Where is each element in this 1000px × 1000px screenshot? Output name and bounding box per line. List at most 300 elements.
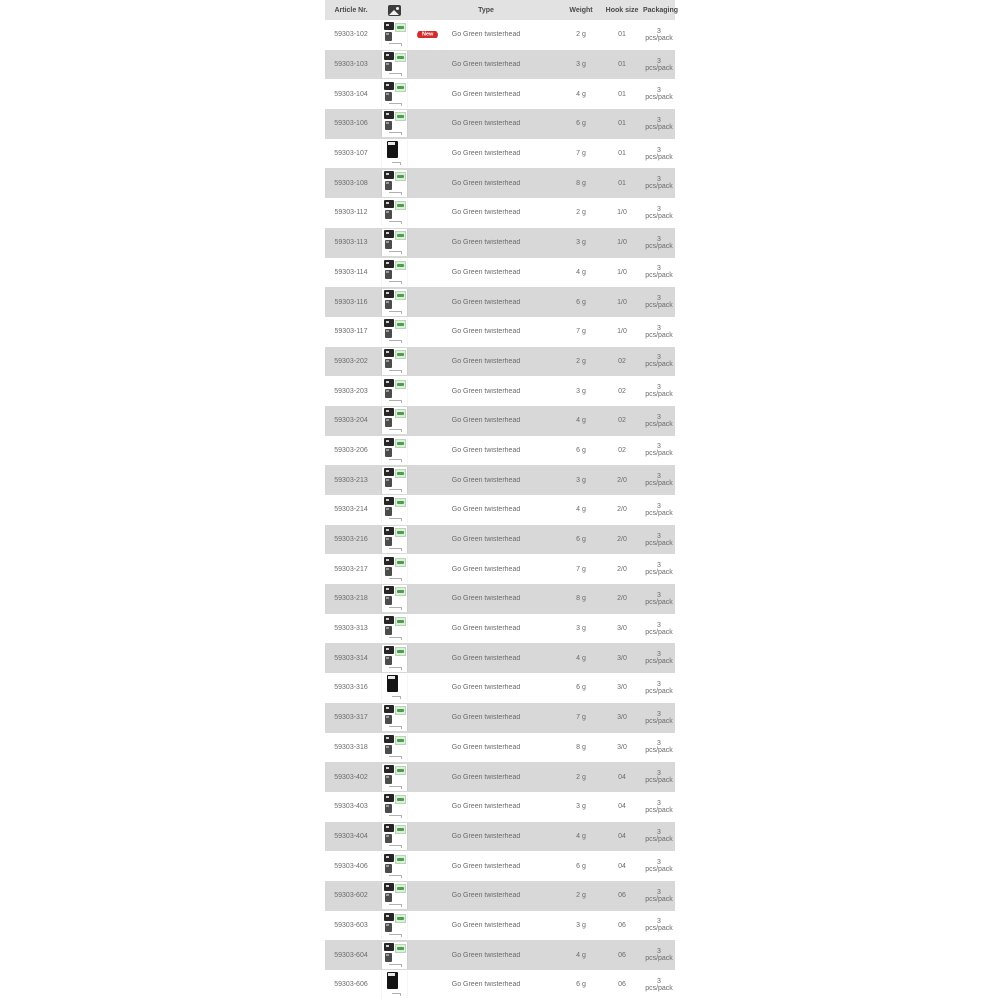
green-lure-graphic <box>395 884 406 893</box>
type-label: Go Green twisterhead <box>451 61 521 69</box>
article-nr-cell: 59303-114 <box>334 268 368 276</box>
product-image-cell <box>377 51 411 78</box>
product-thumbnail[interactable] <box>382 704 407 731</box>
jig-head-graphic <box>385 775 392 784</box>
weight-cell: 4 g <box>576 832 586 840</box>
green-lure-graphic <box>395 617 406 626</box>
article-nr-cell: 59303-214 <box>334 506 368 514</box>
product-thumbnail[interactable] <box>382 882 407 909</box>
type-cell <box>411 506 561 513</box>
weight-cell: 2 g <box>576 357 586 365</box>
green-lure-graphic <box>395 201 406 210</box>
type-cell <box>411 625 561 632</box>
blister-pack-graphic <box>384 705 394 713</box>
type-cell <box>411 209 561 216</box>
weight-cell: 4 g <box>576 506 586 514</box>
hook-line-graphic <box>389 400 402 401</box>
green-lure-graphic <box>395 439 406 448</box>
packaging-cell: 3 pcs/pack <box>645 57 673 72</box>
product-thumbnail[interactable] <box>382 674 407 701</box>
product-thumbnail[interactable] <box>382 734 407 761</box>
article-nr-cell: 59303-108 <box>334 179 368 187</box>
green-lure-graphic <box>395 409 406 418</box>
blister-pack-graphic <box>384 230 394 238</box>
product-thumbnail[interactable] <box>382 81 407 108</box>
jig-head-graphic <box>385 389 392 398</box>
packaging-cell: 3 pcs/pack <box>645 829 673 844</box>
type-cell <box>411 477 561 484</box>
type-cell <box>411 952 561 959</box>
article-nr-cell: 59303-112 <box>334 209 368 217</box>
weight-cell: 8 g <box>576 595 586 603</box>
product-image-cell <box>377 348 411 375</box>
blister-pack-graphic <box>384 913 394 921</box>
hook-line-graphic <box>389 459 402 460</box>
type-label: Go Green twisterhead <box>451 476 521 484</box>
green-lure-graphic <box>395 112 406 121</box>
type-cell <box>411 358 561 365</box>
hook-line-graphic <box>389 964 402 965</box>
jig-head-graphic <box>385 210 392 219</box>
weight-cell: 6 g <box>576 862 586 870</box>
product-image-cell <box>377 229 411 256</box>
packaging-cell: 3 pcs/pack <box>645 265 673 280</box>
hook-line-graphic <box>389 43 402 44</box>
hook-size-cell: 01 <box>618 150 626 158</box>
product-thumbnail[interactable] <box>382 823 407 850</box>
hook-line-graphic <box>389 875 402 876</box>
type-cell <box>411 328 561 335</box>
green-lure-graphic <box>395 736 406 745</box>
type-label: Go Green twisterhead <box>451 90 521 98</box>
blister-pack-graphic <box>384 765 394 773</box>
article-nr-cell: 59303-316 <box>334 684 368 692</box>
green-lure-graphic <box>395 231 406 240</box>
table-row <box>325 258 675 288</box>
type-cell <box>411 744 561 751</box>
table-header-row <box>325 0 679 20</box>
type-label: Go Green twisterhead <box>451 328 521 336</box>
article-nr-cell: 59303-113 <box>334 239 368 247</box>
jig-head-graphic <box>385 596 392 605</box>
green-lure-graphic <box>395 558 406 567</box>
weight-cell: 7 g <box>576 328 586 336</box>
product-thumbnail[interactable] <box>382 289 407 316</box>
weight-cell: 3 g <box>576 239 586 247</box>
type-label: Go Green twisterhead <box>451 417 521 425</box>
product-image-cell <box>377 615 411 642</box>
blister-pack-graphic <box>384 349 394 357</box>
weight-cell: 6 g <box>576 446 586 454</box>
jig-head-graphic <box>385 418 392 427</box>
hook-size-cell: 06 <box>618 981 626 989</box>
type-label: Go Green twisterhead <box>451 951 521 959</box>
header-weight: Weight <box>569 6 593 14</box>
type-label: Go Green twisterhead <box>451 565 521 573</box>
type-label: Go Green twisterhead <box>451 298 521 306</box>
article-nr-cell: 59303-107 <box>334 150 368 158</box>
table-row <box>325 554 675 584</box>
hook-size-cell: 02 <box>618 357 626 365</box>
table-row <box>325 673 675 703</box>
product-thumbnail[interactable] <box>382 764 407 791</box>
product-thumbnail[interactable] <box>382 51 407 78</box>
product-image-cell <box>377 496 411 523</box>
product-image-cell <box>377 704 411 731</box>
table-row <box>325 703 675 733</box>
product-thumbnail[interactable] <box>382 140 407 167</box>
product-thumbnail[interactable] <box>382 378 407 405</box>
product-thumbnail[interactable] <box>382 556 407 583</box>
weight-cell: 6 g <box>576 536 586 544</box>
packaging-cell: 3 pcs/pack <box>645 710 673 725</box>
table-row <box>325 50 675 80</box>
product-thumbnail[interactable] <box>382 199 407 226</box>
product-thumbnail[interactable] <box>382 585 407 612</box>
hook-line-graphic <box>389 726 402 727</box>
weight-cell: 4 g <box>576 90 586 98</box>
product-thumbnail[interactable] <box>382 348 407 375</box>
hook-size-cell: 06 <box>618 892 626 900</box>
table-row <box>325 465 675 495</box>
product-image-cell <box>377 170 411 197</box>
weight-cell: 4 g <box>576 951 586 959</box>
blister-pack-graphic <box>384 616 394 624</box>
product-image-cell <box>377 467 411 494</box>
type-label: Go Green twisterhead <box>451 31 521 39</box>
packaging-cell: 3 pcs/pack <box>645 324 673 339</box>
product-image-cell <box>377 823 411 850</box>
hook-size-cell: 1/0 <box>617 239 627 247</box>
jig-head-graphic <box>385 923 392 932</box>
product-image-cell <box>377 853 411 880</box>
hook-line-graphic <box>389 311 402 312</box>
jig-head-graphic <box>385 804 392 813</box>
green-lure-graphic <box>395 766 406 775</box>
table-row <box>325 406 675 436</box>
product-thumbnail[interactable] <box>382 259 407 286</box>
weight-cell: 7 g <box>576 150 586 158</box>
weight-cell: 4 g <box>576 654 586 662</box>
article-nr-cell: 59303-404 <box>334 832 368 840</box>
type-label: Go Green twisterhead <box>451 921 521 929</box>
type-cell <box>411 684 561 691</box>
product-thumbnail[interactable] <box>382 496 407 523</box>
type-label: Go Green twisterhead <box>451 684 521 692</box>
green-lure-graphic <box>395 350 406 359</box>
blister-pack-graphic <box>387 675 398 692</box>
blister-pack-graphic <box>384 794 394 802</box>
type-cell <box>411 299 561 306</box>
product-thumbnail[interactable] <box>382 170 407 197</box>
table-row <box>325 20 675 50</box>
article-nr-cell: 59303-104 <box>334 90 368 98</box>
blister-pack-graphic <box>384 171 394 179</box>
product-image-cell <box>377 289 411 316</box>
packaging-cell: 3 pcs/pack <box>645 295 673 310</box>
article-nr-cell: 59303-216 <box>334 536 368 544</box>
product-image-cell <box>377 407 411 434</box>
weight-cell: 6 g <box>576 684 586 692</box>
type-cell <box>411 774 561 781</box>
product-image-cell <box>377 318 411 345</box>
type-cell <box>411 239 561 246</box>
weight-cell: 3 g <box>576 921 586 929</box>
blister-pack-graphic <box>384 52 394 60</box>
packaging-cell: 3 pcs/pack <box>645 562 673 577</box>
hook-size-cell: 02 <box>618 446 626 454</box>
hook-line-graphic <box>389 132 402 133</box>
hook-line-graphic <box>389 845 402 846</box>
packaging-cell: 3 pcs/pack <box>645 948 673 963</box>
product-thumbnail[interactable] <box>382 645 407 672</box>
packaging-cell: 3 pcs/pack <box>645 176 673 191</box>
green-lure-graphic <box>395 172 406 181</box>
jig-head-graphic <box>385 537 392 546</box>
packaging-cell: 3 pcs/pack <box>645 591 673 606</box>
blister-pack-graphic <box>384 82 394 90</box>
packaging-cell: 3 pcs/pack <box>645 888 673 903</box>
table-row <box>325 881 675 911</box>
hook-line-graphic <box>392 993 401 994</box>
jig-head-graphic <box>385 240 392 249</box>
type-cell <box>411 566 561 573</box>
type-label: Go Green twisterhead <box>451 357 521 365</box>
type-label: Go Green twisterhead <box>451 179 521 187</box>
blister-pack-graphic <box>384 379 394 387</box>
type-cell <box>411 120 561 127</box>
product-image-cell <box>377 437 411 464</box>
product-image-cell <box>377 110 411 137</box>
product-thumbnail[interactable] <box>382 467 407 494</box>
type-cell <box>411 922 561 929</box>
blister-pack-graphic <box>384 319 394 327</box>
product-image-cell <box>377 793 411 820</box>
table-row <box>325 495 675 525</box>
type-label: Go Green twisterhead <box>451 981 521 989</box>
article-nr-cell: 59303-318 <box>334 743 368 751</box>
table-row <box>325 851 675 881</box>
table-row <box>325 168 675 198</box>
hook-size-cell: 2/0 <box>617 476 627 484</box>
jig-head-graphic <box>385 864 392 873</box>
article-nr-cell: 59303-313 <box>334 625 368 633</box>
weight-cell: 4 g <box>576 268 586 276</box>
blister-pack-graphic <box>384 260 394 268</box>
hook-line-graphic <box>389 221 402 222</box>
hook-line-graphic <box>389 934 402 935</box>
product-thumbnail[interactable] <box>382 407 407 434</box>
packaging-cell: 3 pcs/pack <box>645 413 673 428</box>
hook-size-cell: 06 <box>618 951 626 959</box>
blister-pack-graphic <box>387 141 398 158</box>
header-article-nr: Article Nr. <box>334 6 368 14</box>
table-row <box>325 792 675 822</box>
type-label: Go Green twisterhead <box>451 506 521 514</box>
jig-head-graphic <box>385 745 392 754</box>
hook-line-graphic <box>389 489 402 490</box>
article-nr-cell: 59303-202 <box>334 357 368 365</box>
type-label: Go Green twisterhead <box>451 595 521 603</box>
type-label: Go Green twisterhead <box>451 387 521 395</box>
product-thumbnail[interactable] <box>382 912 407 939</box>
table-row <box>325 733 675 763</box>
blister-pack-graphic <box>384 200 394 208</box>
type-cell <box>411 833 561 840</box>
hook-size-cell: 02 <box>618 417 626 425</box>
jig-head-graphic <box>385 834 392 843</box>
jig-head-graphic <box>385 270 392 279</box>
packaging-cell: 3 pcs/pack <box>645 621 673 636</box>
article-nr-cell: 59303-606 <box>334 981 368 989</box>
jig-head-graphic <box>385 121 392 130</box>
product-thumbnail[interactable] <box>382 110 407 137</box>
weight-cell: 2 g <box>576 209 586 217</box>
weight-cell: 7 g <box>576 714 586 722</box>
jig-head-graphic <box>385 507 392 516</box>
jig-head-graphic <box>385 478 392 487</box>
product-table <box>325 0 679 1000</box>
hook-size-cell: 2/0 <box>617 565 627 573</box>
hook-line-graphic <box>389 548 402 549</box>
hook-line-graphic <box>392 162 401 163</box>
blister-pack-graphic <box>384 854 394 862</box>
type-cell <box>411 31 561 38</box>
table-body <box>325 20 675 1000</box>
type-cell <box>411 536 561 543</box>
packaging-cell: 3 pcs/pack <box>645 740 673 755</box>
hook-size-cell: 01 <box>618 61 626 69</box>
hook-size-cell: 3/0 <box>617 684 627 692</box>
jig-head-graphic <box>385 329 392 338</box>
jig-head-graphic <box>385 62 392 71</box>
blister-pack-graphic <box>384 438 394 446</box>
packaging-cell: 3 pcs/pack <box>645 977 673 992</box>
packaging-cell: 3 pcs/pack <box>645 532 673 547</box>
article-nr-cell: 59303-314 <box>334 654 368 662</box>
weight-cell: 3 g <box>576 387 586 395</box>
product-thumbnail[interactable] <box>382 615 407 642</box>
hook-line-graphic <box>389 429 402 430</box>
green-lure-graphic <box>395 380 406 389</box>
table-row <box>325 525 675 555</box>
article-nr-cell: 59303-602 <box>334 892 368 900</box>
hook-line-graphic <box>389 281 402 282</box>
jig-head-graphic <box>385 893 392 902</box>
type-label: Go Green twisterhead <box>451 803 521 811</box>
green-lure-graphic <box>395 23 406 32</box>
blister-pack-graphic <box>384 735 394 743</box>
type-cell <box>411 595 561 602</box>
weight-cell: 2 g <box>576 31 586 39</box>
table-row <box>325 436 675 466</box>
article-nr-cell: 59303-403 <box>334 803 368 811</box>
product-image-cell <box>377 912 411 939</box>
product-thumbnail[interactable] <box>382 793 407 820</box>
table-row <box>325 970 675 1000</box>
blister-pack-graphic <box>384 22 394 30</box>
green-lure-graphic <box>395 914 406 923</box>
hook-line-graphic <box>389 103 402 104</box>
product-thumbnail[interactable] <box>382 229 407 256</box>
product-thumbnail[interactable] <box>382 437 407 464</box>
product-thumbnail[interactable] <box>382 971 407 998</box>
jig-head-graphic <box>385 656 392 665</box>
product-thumbnail[interactable] <box>382 318 407 345</box>
hook-size-cell: 1/0 <box>617 298 627 306</box>
hook-size-cell: 06 <box>618 921 626 929</box>
type-cell <box>411 863 561 870</box>
hook-line-graphic <box>389 667 402 668</box>
hook-size-cell: 1/0 <box>617 268 627 276</box>
green-lure-graphic <box>395 261 406 270</box>
article-nr-cell: 59303-317 <box>334 714 368 722</box>
green-lure-graphic <box>395 469 406 478</box>
hook-size-cell: 04 <box>618 862 626 870</box>
hook-line-graphic <box>389 637 402 638</box>
type-cell <box>411 803 561 810</box>
hook-line-graphic <box>389 756 402 757</box>
product-thumbnail[interactable] <box>382 853 407 880</box>
hook-line-graphic <box>389 815 402 816</box>
type-label: Go Green twisterhead <box>451 832 521 840</box>
hook-size-cell: 2/0 <box>617 506 627 514</box>
product-thumbnail[interactable] <box>382 942 407 969</box>
type-label: Go Green twisterhead <box>451 536 521 544</box>
hook-line-graphic <box>389 73 402 74</box>
weight-cell: 2 g <box>576 773 586 781</box>
hook-size-cell: 2/0 <box>617 595 627 603</box>
type-cell <box>411 180 561 187</box>
table-row <box>325 822 675 852</box>
product-thumbnail[interactable] <box>382 526 407 553</box>
green-lure-graphic <box>395 795 406 804</box>
type-cell <box>411 981 561 988</box>
green-lure-graphic <box>395 83 406 92</box>
green-lure-graphic <box>395 320 406 329</box>
header-hook-size: Hook size <box>605 6 639 14</box>
weight-cell: 8 g <box>576 179 586 187</box>
hook-line-graphic <box>392 696 401 697</box>
hook-size-cell: 3/0 <box>617 714 627 722</box>
green-lure-graphic <box>395 528 406 537</box>
weight-cell: 6 g <box>576 120 586 128</box>
table-row <box>325 911 675 941</box>
article-nr-cell: 59303-217 <box>334 565 368 573</box>
packaging-cell: 3 pcs/pack <box>645 918 673 933</box>
jig-head-graphic <box>385 953 392 962</box>
blister-pack-graphic <box>384 527 394 535</box>
article-nr-cell: 59303-106 <box>334 120 368 128</box>
type-cell <box>411 388 561 395</box>
table-row <box>325 584 675 614</box>
green-lure-graphic <box>395 53 406 62</box>
blister-pack-graphic <box>384 646 394 654</box>
product-image-cell <box>377 556 411 583</box>
article-nr-cell: 59303-117 <box>334 328 368 336</box>
green-lure-graphic <box>395 706 406 715</box>
product-thumbnail[interactable] <box>382 21 407 48</box>
type-cell <box>411 892 561 899</box>
jig-head-graphic <box>385 715 392 724</box>
table-row <box>325 287 675 317</box>
type-cell <box>411 150 561 157</box>
hook-line-graphic <box>389 786 402 787</box>
blister-pack-graphic <box>384 943 394 951</box>
product-image-cell <box>377 526 411 553</box>
product-image-cell <box>377 971 411 998</box>
hook-line-graphic <box>389 607 402 608</box>
